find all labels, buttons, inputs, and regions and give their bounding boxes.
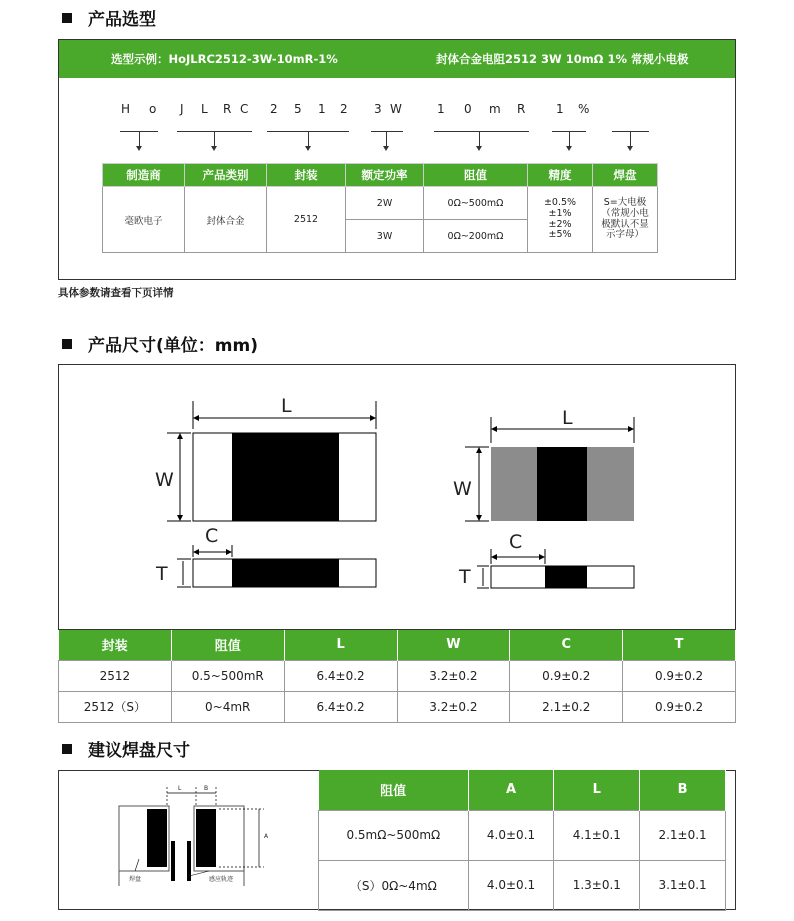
code-char: 5 [294, 102, 302, 116]
code-char: % [578, 102, 590, 116]
code-char: L [201, 102, 208, 116]
code-char: R [223, 102, 232, 116]
resistance-cell: 0Ω~200mΩ [424, 220, 528, 253]
selection-example: 选型示例：HoJLRC2512-3W-10mR-1% [111, 52, 338, 66]
header-cell: 制造商 [103, 164, 185, 187]
sense-trace [171, 841, 175, 881]
pad-layout-diagram [59, 771, 319, 909]
code-char: C [240, 102, 249, 116]
category-cell: 封体合金 [185, 187, 267, 253]
arrow-down-icon [308, 132, 309, 147]
code-char: W [390, 102, 402, 116]
dimension-diagram [59, 365, 735, 629]
code-char: J [180, 102, 184, 116]
resistor-element-s [537, 447, 587, 521]
table-cell: 0.5mΩ~500mΩ [319, 810, 469, 860]
table-cell: （S）0Ω~4mΩ [319, 860, 469, 910]
dim-label-w: W [453, 478, 472, 500]
table-cell: 0~4mR [171, 691, 284, 722]
table-cell: 6.4±0.2 [284, 660, 397, 691]
bullet-square-icon [62, 744, 72, 754]
selection-description: 封体合金电阻2512 3W 10mΩ 1% 常规小电极 [436, 52, 689, 66]
table-row [319, 860, 726, 910]
dimension-table [58, 630, 736, 723]
resistor-element-standard [232, 433, 339, 521]
header-cell: W [397, 630, 510, 660]
arrow-down-icon [479, 132, 480, 147]
dim-label-c: C [509, 531, 523, 553]
section-title-pads: 建议焊盘尺寸 [62, 736, 190, 761]
arrow-down-icon [386, 132, 387, 147]
table-cell: 0.9±0.2 [510, 660, 623, 691]
code-char: H [121, 102, 131, 116]
manufacturer-cell: 毫欧电子 [103, 187, 185, 253]
header-cell: 产品类别 [185, 164, 267, 187]
header-cell: 阻值 [171, 630, 284, 660]
code-char: m [489, 102, 501, 116]
leader-line [189, 871, 209, 876]
code-underline [434, 131, 529, 132]
precision-cell: ±0.5% ±1% ±2% ±5% [528, 187, 593, 253]
dim-label-c: C [205, 525, 219, 547]
table-cell: 0.9±0.2 [623, 691, 736, 722]
code-char: 2 [270, 102, 278, 116]
arrow-down-icon [139, 132, 140, 147]
header-cell: 精度 [528, 164, 593, 187]
header-cell: 额定功率 [346, 164, 424, 187]
bullet-square-icon [62, 13, 72, 23]
table-cell: 3.2±0.2 [397, 691, 510, 722]
code-char: 2 [340, 102, 348, 116]
header-cell: B [640, 770, 726, 810]
pad-right [196, 809, 216, 867]
pad-label-b: B [204, 785, 209, 792]
bullet-square-icon [62, 339, 72, 349]
pad-note-right: 感应轨迹 [209, 876, 234, 883]
selection-box [58, 39, 736, 280]
header-cell: 封装 [267, 164, 346, 187]
code-underline [371, 131, 403, 132]
code-char: 1 [556, 102, 564, 116]
dimension-diagram-box [58, 364, 736, 630]
table-cell: 0.5~500mR [171, 660, 284, 691]
header-cell: 阻值 [319, 770, 469, 810]
pad-note-left: 焊盘 [129, 876, 142, 883]
header-cell: 封装 [59, 630, 172, 660]
table-row [319, 810, 726, 860]
section-title-selection: 产品选型 [62, 5, 156, 30]
dim-label-l: L [281, 395, 292, 417]
resistor-side-element-s [545, 566, 587, 588]
dim-label-t: T [459, 566, 471, 588]
header-cell: T [623, 630, 736, 660]
header-cell: L [284, 630, 397, 660]
arrow-down-icon [214, 132, 215, 147]
table-cell: 2512 [59, 660, 172, 691]
code-char: 1 [318, 102, 326, 116]
table-row [59, 660, 736, 691]
pad-cell: S=大电极 （常规小电 极默认不显 示字母） [593, 187, 658, 253]
header-cell: 焊盘 [593, 164, 658, 187]
header-cell: L [554, 770, 640, 810]
arrow-down-icon [630, 132, 631, 147]
pad-label-l: L [178, 785, 182, 792]
header-cell: 阻值 [424, 164, 528, 187]
sense-trace [187, 841, 191, 881]
table-cell: 1.3±0.1 [554, 860, 640, 910]
code-char: 0 [464, 102, 472, 116]
code-char: o [149, 102, 157, 116]
table-cell: 4.1±0.1 [554, 810, 640, 860]
table-cell: 2.1±0.1 [640, 810, 726, 860]
table-cell: 4.0±0.1 [468, 860, 554, 910]
power-cell: 3W [346, 220, 424, 253]
code-char: 1 [437, 102, 445, 116]
table-cell: 3.2±0.2 [397, 660, 510, 691]
dim-label-l: L [562, 407, 573, 429]
pad-size-table [318, 770, 726, 911]
power-cell: 2W [346, 187, 424, 220]
code-char: R [517, 102, 526, 116]
selection-header-bar [59, 40, 735, 78]
arrow-down-icon [569, 132, 570, 147]
table-cell: 2512（S） [59, 691, 172, 722]
pad-left [147, 809, 167, 867]
table-row [59, 691, 736, 722]
selection-table [102, 163, 658, 253]
section-title-dimensions: 产品尺寸(单位：mm) [62, 331, 258, 356]
table-cell: 3.1±0.1 [640, 860, 726, 910]
dim-label-t: T [156, 563, 168, 585]
header-cell: C [510, 630, 623, 660]
table-cell: 2.1±0.2 [510, 691, 623, 722]
resistor-side-element-standard [232, 559, 339, 587]
table-cell: 4.0±0.1 [468, 810, 554, 860]
code-char: 3 [374, 102, 382, 116]
table-cell: 0.9±0.2 [623, 660, 736, 691]
table-cell: 6.4±0.2 [284, 691, 397, 722]
package-cell: 2512 [267, 187, 346, 253]
resistance-cell: 0Ω~500mΩ [424, 187, 528, 220]
selection-note: 具体参数请查看下页详情 [58, 287, 174, 299]
pad-label-a: A [264, 833, 269, 840]
header-cell: A [468, 770, 554, 810]
dim-label-w: W [155, 469, 174, 491]
